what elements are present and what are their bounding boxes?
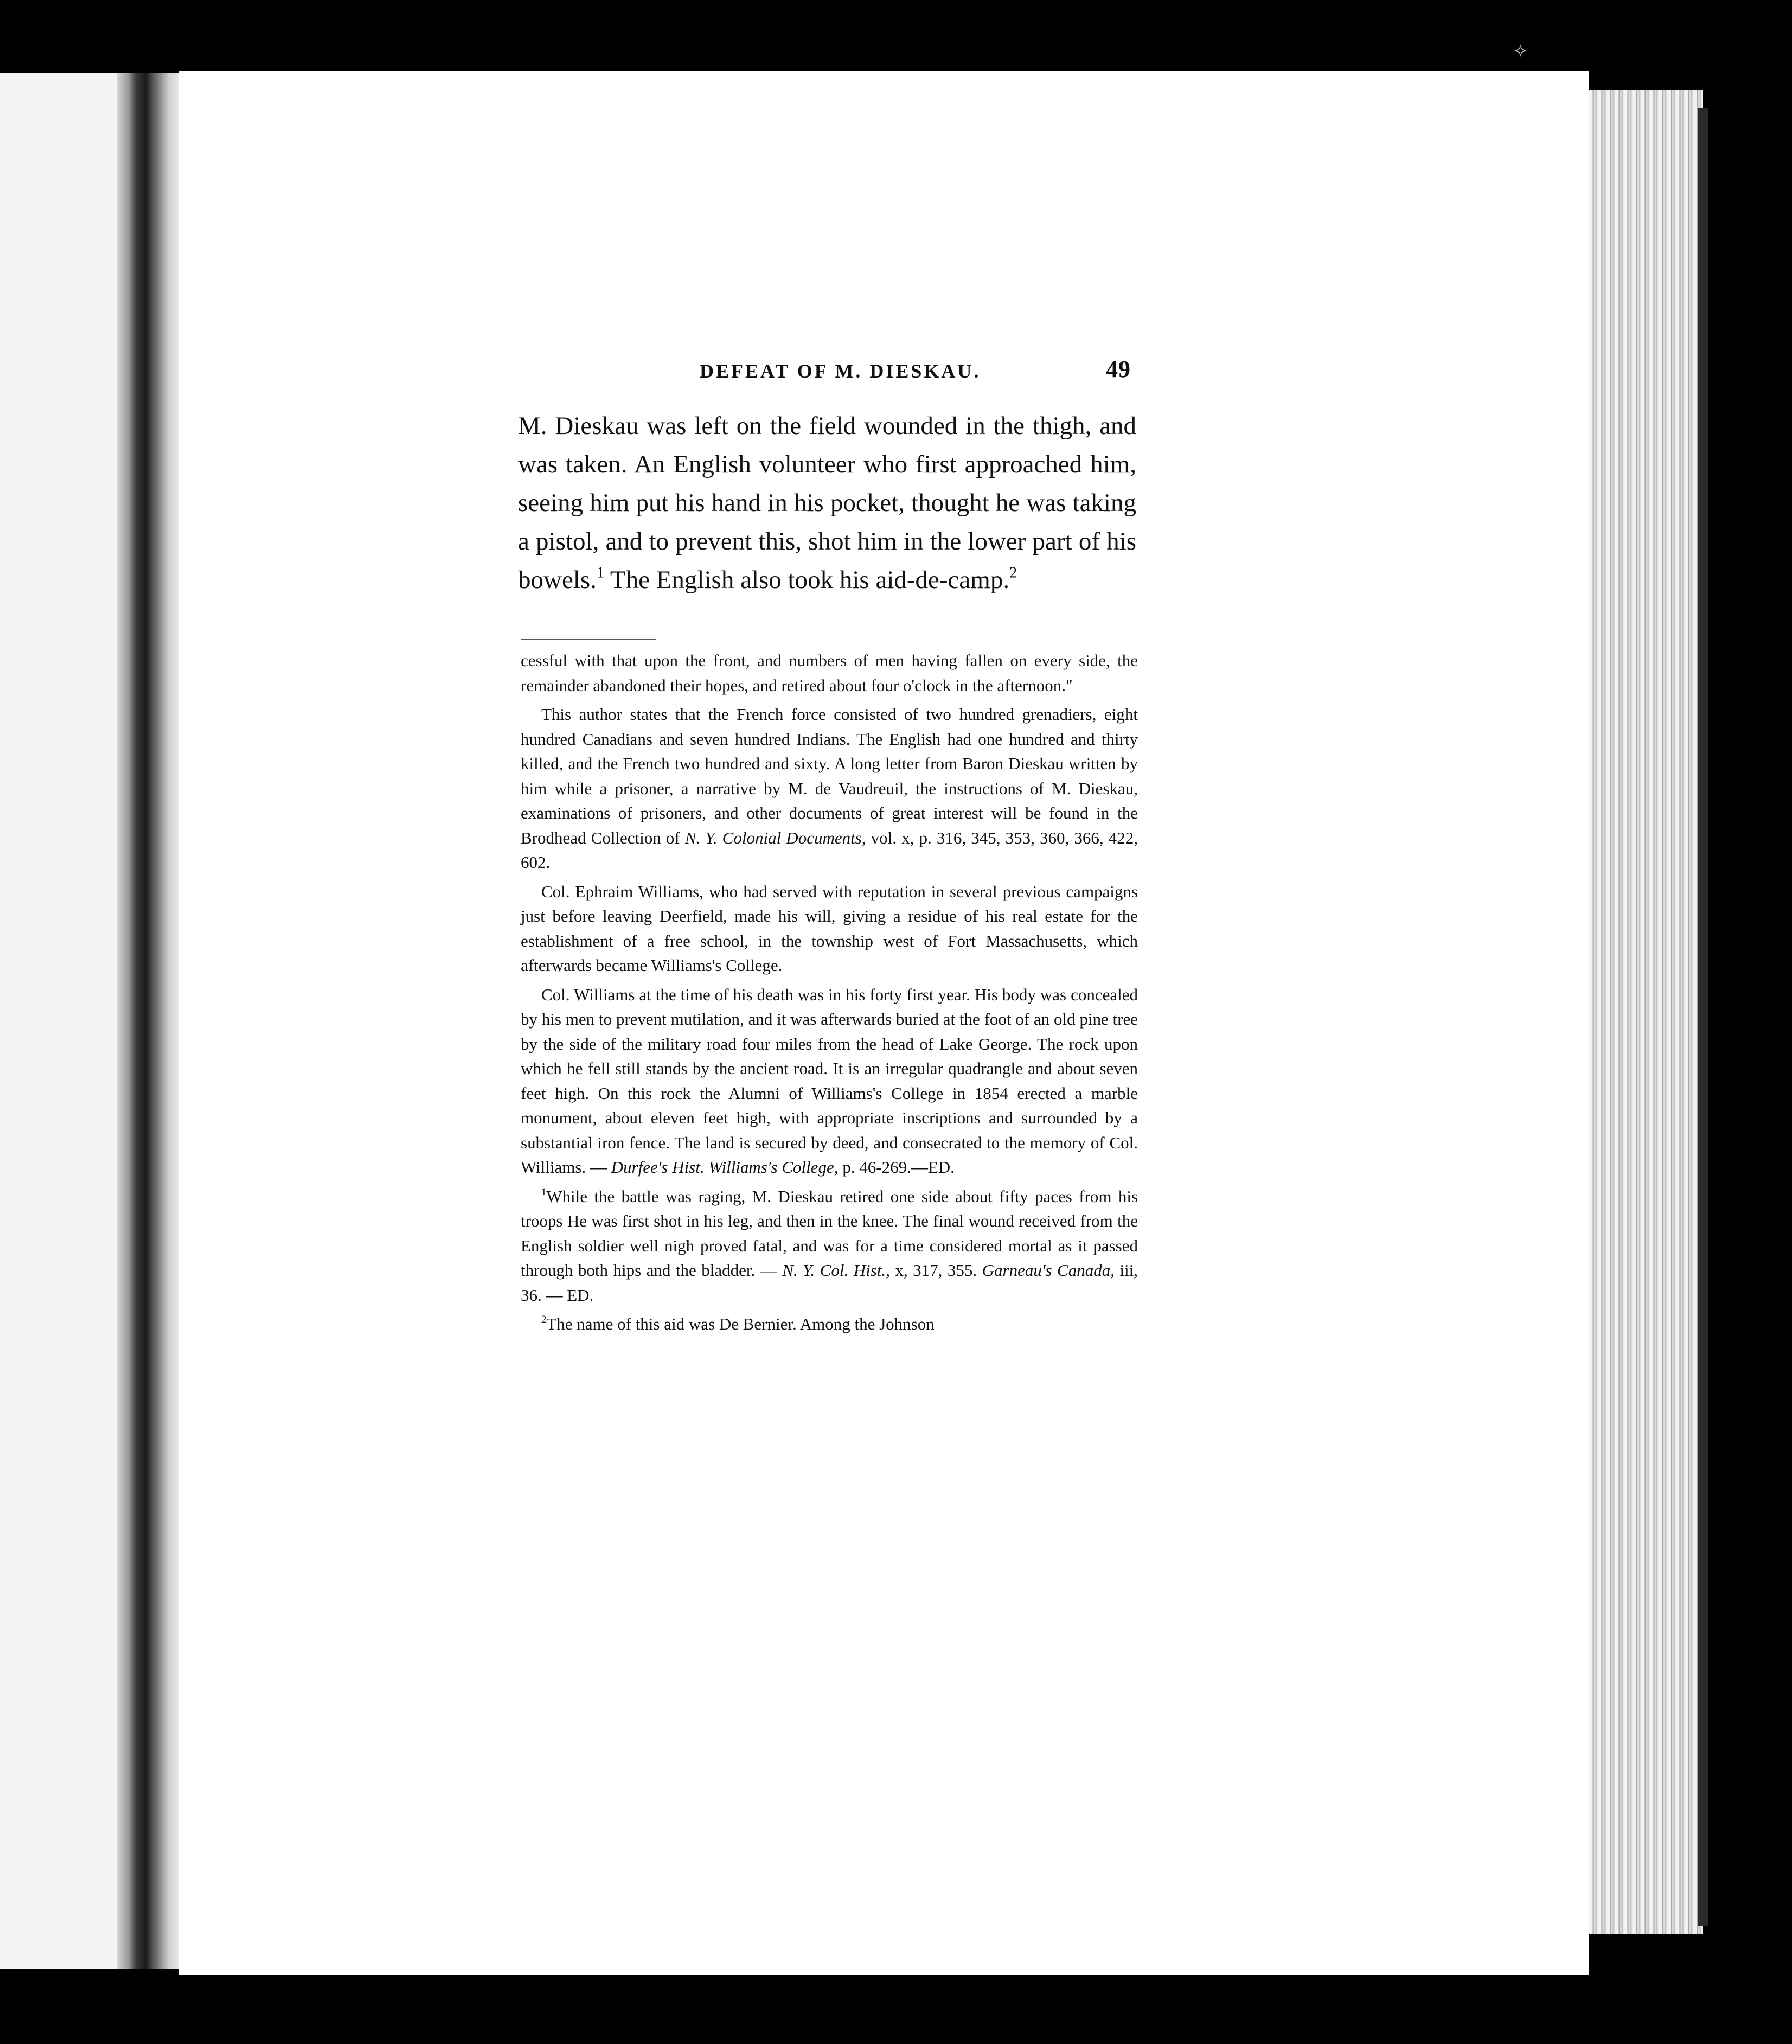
- footnote-text: x, 317, 355.: [895, 1261, 977, 1280]
- footnote-text: vol. x, p. 316, 345, 353, 360, 366, 422, 602.: [521, 828, 1138, 872]
- footnote-mark: 1: [541, 1186, 547, 1198]
- footnote-continuation: cessful with that upon the front, and numbers of men having fallen on every side, the remainder abandoned their hopes, and retired about four o'clock in the afternoon.": [521, 651, 1138, 695]
- footnote-text: p. 46-269.—ED.: [842, 1158, 955, 1177]
- page-number: 49: [1106, 356, 1131, 382]
- footnote-ref: 1: [596, 564, 604, 582]
- footnote-mark: 2: [541, 1313, 547, 1325]
- footnote-paragraph: [521, 702, 1138, 875]
- citation: Durfee's Hist. Williams's College,: [611, 1158, 839, 1177]
- running-title: DEFEAT OF M. DIESKAU.: [700, 360, 981, 382]
- footnote-text: This author states that the French force consisted of two hundred grenadiers, eight hundred Canadians and seven hundred Indians. The English had one hundred and thirty killed, and the French two hundred and sixty. A long letter from Baron Dieskau written by him while a prisoner, a narrative by M. de Vaudreuil, the instructions of M. Dieskau, examinations of prisoners, and other documents of great interest will be found in the Brodhead Collection of: [521, 705, 1138, 847]
- fore-edge-shadow: [1698, 108, 1708, 1926]
- footnote-2: [521, 1312, 1138, 1337]
- footnote-text: Col. Williams at the time of his death was in his forty first year. His body was concealed by his men to prevent mutilation, and it was afterwards buried at the foot of an old pine tree by the side of the military road four miles from the head of Lake George. The rock upon which he fell still stands by the ancient road. It is an irregular quadrangle and about seven feet high. On this rock the Alumni of Williams's College in 1854 erected a marble monument, about eleven feet high, with appropriate inscriptions and surrounded by a substantial iron fence. The land is secured by deed, and consecrated to the memory of Col. Williams. —: [521, 985, 1138, 1177]
- footnote-text: iii, 36. — ED.: [521, 1261, 1138, 1305]
- footnote-rule: [521, 639, 656, 640]
- footnotes: [521, 648, 1138, 1337]
- citation: N. Y. Colonial Documents,: [684, 828, 866, 847]
- footnote-1: [521, 1184, 1138, 1308]
- book-gutter: [117, 73, 182, 1969]
- scan-mark-icon: ✧: [1513, 41, 1528, 61]
- footnote-text: The name of this aid was De Bernier. Among the Johnson: [546, 1314, 935, 1333]
- body-sentence: M. Dieskau was left on the field wounded in the thigh, and was taken. An English volunteer who first approached him, seeing him put his hand in his pocket, thought he was taking a pistol, and to prevent this, shot him in the lower part of his bowels.: [518, 412, 1136, 594]
- footnote-text: While the battle was raging, M. Dieskau retired one side about fifty paces from his troops He was first shot in his leg, and then in the knee. The final wound received from the English soldier well nigh proved fatal, and was for a time considered mortal as it passed through both hips and the bladder. —: [521, 1186, 1138, 1280]
- citation: N. Y. Col. Hist.,: [782, 1261, 890, 1280]
- footnote-paragraph: Col. Ephraim Williams, who had served with reputation in several previous campaigns just before leaving Deerfield, made his will, giving a residue of his real estate for the establishment of a free school, in the township west of Fort Massachusetts, which afterwards became Williams's College.: [521, 882, 1138, 975]
- footnote-ref: 2: [1009, 564, 1017, 582]
- body-text: [518, 407, 1136, 599]
- body-sentence: The English also took his aid-de-camp.: [610, 566, 1010, 594]
- page-fore-edge: [1589, 90, 1703, 1934]
- running-head: [700, 355, 1131, 388]
- main-paragraph: [518, 407, 1136, 599]
- citation: Garneau's Canada,: [982, 1261, 1115, 1280]
- footnote-paragraph: [521, 982, 1138, 1180]
